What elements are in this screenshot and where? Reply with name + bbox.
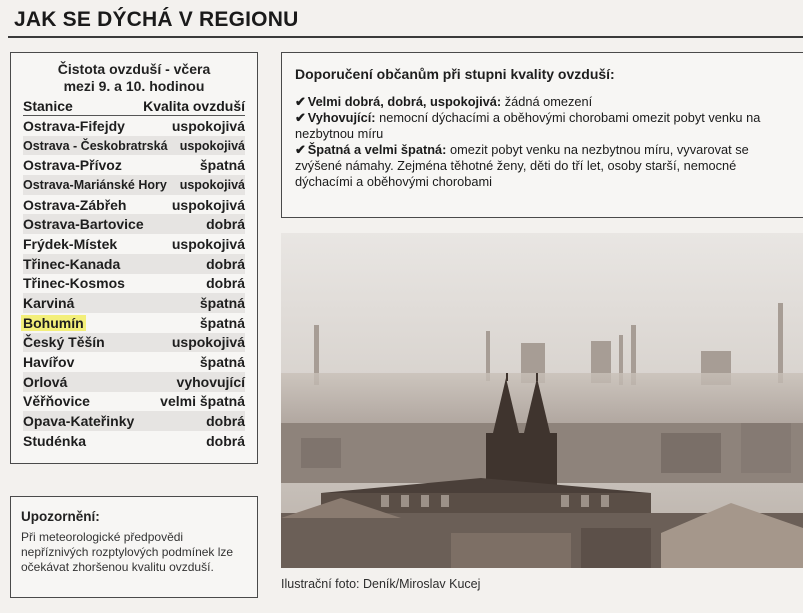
station-name: Studénka xyxy=(23,432,87,449)
recommendation-text: žádná omezení xyxy=(501,94,593,109)
station-name: Ostrava - Českobratrská xyxy=(23,138,168,153)
station-name: Karviná xyxy=(23,295,75,312)
recommendations-box xyxy=(281,52,803,218)
table-title xyxy=(11,61,257,95)
station-name: Ostrava-Přívoz xyxy=(23,157,122,174)
photo-caption: Ilustrační foto: Deník/Miroslav Kucej xyxy=(281,577,481,591)
station-name: Frýdek-Místek xyxy=(23,235,118,252)
station-name: Třinec-Kosmos xyxy=(23,275,125,292)
air-quality-value: dobrá xyxy=(206,216,245,233)
station-name: Ostrava-Mariánské Hory xyxy=(23,177,167,192)
air-quality-value: špatná xyxy=(199,314,245,331)
recommendation-item xyxy=(295,94,791,110)
col-station-header: Stanice xyxy=(23,98,73,114)
checkmark-icon: ✔ xyxy=(295,94,306,109)
station-name: Opava-Kateřinky xyxy=(23,413,135,430)
table-row xyxy=(23,195,245,215)
station-name: Orlová xyxy=(23,373,68,390)
recommendations-title: Doporučení občanům při stupni kvality ovzduší: xyxy=(295,66,615,82)
table-row xyxy=(23,392,245,412)
table-row xyxy=(23,372,245,392)
station-name: Bohumín xyxy=(23,314,84,331)
table-row xyxy=(23,214,245,234)
table-row xyxy=(23,352,245,372)
air-quality-value: vyhovující xyxy=(176,373,245,390)
table-row xyxy=(23,293,245,313)
headline: JAK SE DÝCHÁ V REGIONU xyxy=(14,8,299,31)
table-row xyxy=(23,116,245,136)
table-row xyxy=(23,411,245,431)
air-quality-value: špatná xyxy=(199,295,245,312)
checkmark-icon: ✔ xyxy=(295,110,306,125)
table-title-line2: mezi 9. a 10. hodinou xyxy=(63,78,205,94)
table-row xyxy=(23,175,245,195)
recommendation-text: nemocní dýchacími a oběhovými chorobami omezit pobyt venku na nezbytnou míru xyxy=(295,110,761,141)
recommendation-item xyxy=(295,110,791,142)
recommendation-text: omezit pobyt venku na nezbytnou míru, vyvarovat se zvýšené námahy. Zejména těhotné ženy, děti do tří let, osoby starší, nemocné dýchacími a oběhovými chorobami xyxy=(295,142,749,189)
notice-title: Upozornění: xyxy=(21,509,100,524)
recommendation-label: Špatná a velmi špatná: xyxy=(307,142,447,157)
air-quality-table xyxy=(10,52,258,464)
table-header xyxy=(23,97,245,116)
recommendation-label: Vyhovující: xyxy=(307,110,376,125)
table-rows xyxy=(23,116,245,451)
air-quality-value: dobrá xyxy=(206,275,245,292)
table-row xyxy=(23,234,245,254)
table-row xyxy=(23,313,245,333)
table-row xyxy=(23,274,245,294)
checkmark-icon: ✔ xyxy=(295,142,306,157)
recommendation-item xyxy=(295,142,791,190)
notice-text: Při meteorologické předpovědi nepříznivých rozptylových podmínek lze očekávat zhoršenou kvalitu ovzduší. xyxy=(21,530,234,574)
table-row xyxy=(23,254,245,274)
station-name: Český Těšín xyxy=(23,334,105,351)
city-photo xyxy=(281,233,803,568)
station-name: Třinec-Kanada xyxy=(23,255,121,272)
air-quality-value: špatná xyxy=(199,354,245,371)
air-quality-value: uspokojivá xyxy=(171,196,245,213)
air-quality-value: špatná xyxy=(199,157,245,174)
notice-box xyxy=(10,496,258,598)
table-row xyxy=(23,136,245,156)
recommendation-label: Velmi dobrá, dobrá, uspokojivá: xyxy=(307,94,502,109)
air-quality-value: uspokojivá xyxy=(171,334,245,351)
air-quality-value: dobrá xyxy=(206,413,245,430)
table-row xyxy=(23,155,245,175)
air-quality-value: uspokojivá xyxy=(179,138,245,153)
station-name: Věřňovice xyxy=(23,393,90,410)
air-quality-value: uspokojivá xyxy=(171,117,245,134)
station-name: Ostrava-Bartovice xyxy=(23,216,144,233)
table-row xyxy=(23,431,245,451)
station-name: Ostrava-Fifejdy xyxy=(23,117,125,134)
col-quality-header: Kvalita ovzduší xyxy=(143,98,245,114)
headline-rule xyxy=(8,36,803,38)
table-row xyxy=(23,333,245,353)
air-quality-value: dobrá xyxy=(206,432,245,449)
air-quality-value: uspokojivá xyxy=(179,177,245,192)
air-quality-value: velmi špatná xyxy=(160,393,245,410)
air-quality-value: dobrá xyxy=(206,255,245,272)
recommendations-list xyxy=(295,94,791,190)
station-name: Ostrava-Zábřeh xyxy=(23,196,127,213)
air-quality-value: uspokojivá xyxy=(171,235,245,252)
station-name: Havířov xyxy=(23,354,75,371)
table-title-line1: Čistota ovzduší - včera xyxy=(57,61,211,77)
